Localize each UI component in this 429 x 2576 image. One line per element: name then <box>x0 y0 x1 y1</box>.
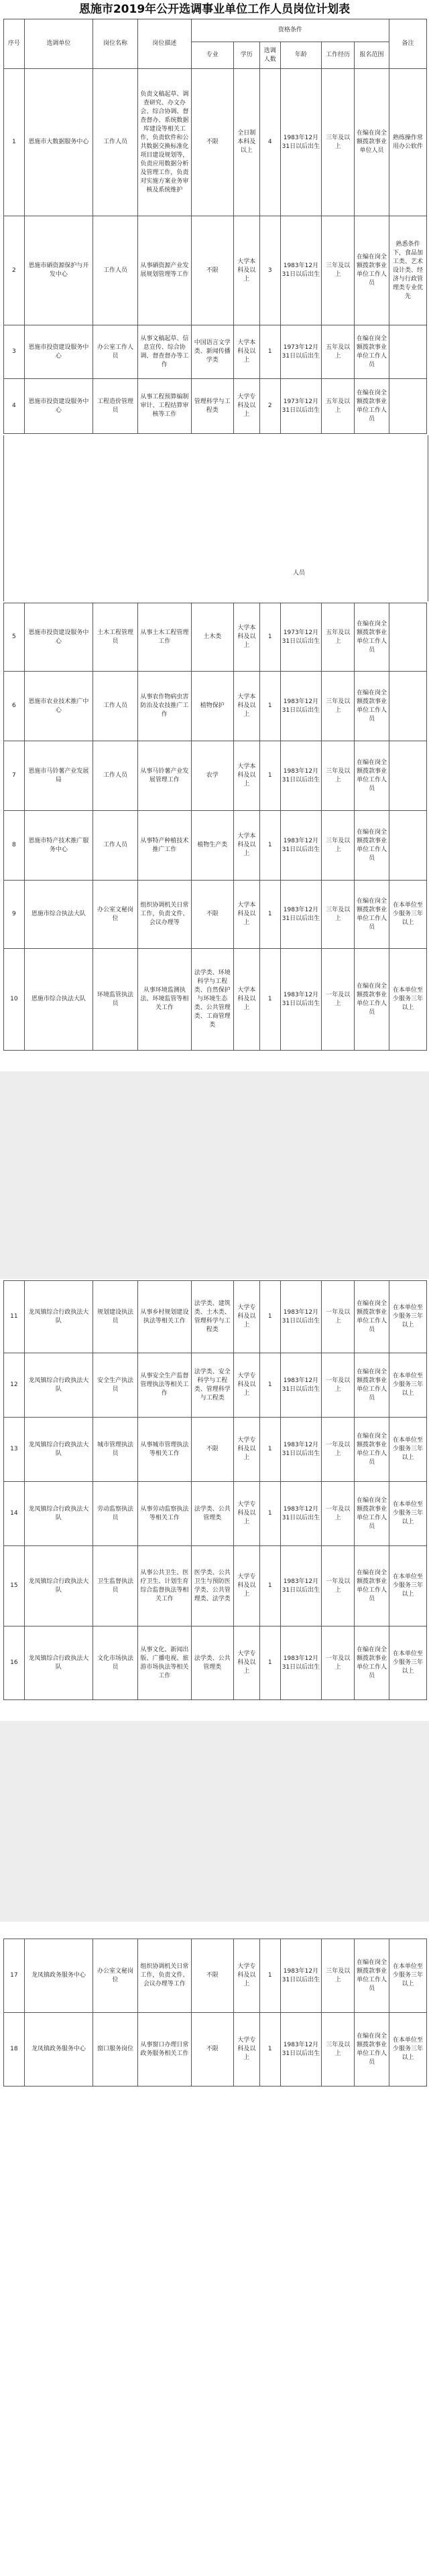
cell-unit: 龙凤镇综合行政执法大队 <box>24 1353 93 1418</box>
cell-count: 1 <box>259 881 280 949</box>
cell-seq: 8 <box>4 811 25 881</box>
cell-seq: 11 <box>4 1281 25 1353</box>
cell-education: 大学专科及以上 <box>233 1939 259 2013</box>
cell-position: 办公室文秘岗位 <box>93 881 137 949</box>
cell-remark <box>389 741 426 811</box>
cell-experience: 一年及以上 <box>322 1281 355 1353</box>
cell-count: 1 <box>259 1281 280 1353</box>
cell-position: 城市管理执法员 <box>93 1418 137 1482</box>
table-row <box>4 216 427 325</box>
cell-desc: 从事城市管理执法等相关工作 <box>138 1418 192 1482</box>
cell-position: 窗口服务岗位 <box>93 2013 137 2087</box>
cell-experience: 五年及以上 <box>322 325 355 379</box>
cell-desc: 从事公共卫生、医疗卫生、计划生育综合监督执法等相关工作 <box>138 1546 192 1626</box>
cell-scope: 在编在岗全额拨款事业单位工作人员 <box>355 379 389 434</box>
cell-seq: 12 <box>4 1353 25 1418</box>
cell-unit: 恩施市特产技术推广服务中心 <box>24 811 93 881</box>
cell-experience: 一年及以上 <box>322 1482 355 1546</box>
cell-remark: 在本单位至少服务三年以上 <box>389 1418 426 1482</box>
cell-unit: 恩施市综合执法大队 <box>24 881 93 949</box>
table-row <box>4 69 427 216</box>
cell-count: 1 <box>259 811 280 881</box>
cell-position: 办公室文秘岗位 <box>93 1939 137 2013</box>
cell-scope: 在编在岗全额拨款事业单位工作人员 <box>355 1482 389 1546</box>
cell-age: 1973年12月31日以后出生 <box>280 603 322 672</box>
cell-major: 法学类、环境科学与工程类、自然保护与环境生态类、公共管理类、工商管理类 <box>191 949 233 1051</box>
cell-count: 1 <box>259 1482 280 1546</box>
cell-age: 1983年12月31日以后出生 <box>280 881 322 949</box>
header-unit: 选调单位 <box>24 19 93 69</box>
cell-experience: 五年及以上 <box>322 379 355 434</box>
cell-major: 农学 <box>191 741 233 811</box>
cell-unit: 恩施市硒资源保护与开发中心 <box>24 216 93 325</box>
cell-unit: 龙凤镇政务服务中心 <box>24 1939 93 2013</box>
cell-desc: 从事工程预算编制审计、工程结算审核等工作 <box>138 379 192 434</box>
cell-major: 管理科学与工程类 <box>191 379 233 434</box>
cell-unit: 龙凤镇综合行政执法大队 <box>24 1546 93 1626</box>
header-conditions: 资格条件 <box>191 19 389 42</box>
cell-position: 劳动监察执法员 <box>93 1482 137 1546</box>
cell-age: 1983年12月31日以后出生 <box>280 1546 322 1626</box>
cell-age: 1983年12月31日以后出生 <box>280 811 322 881</box>
cell-position: 工作人员 <box>93 69 137 216</box>
cell-count: 1 <box>259 1939 280 2013</box>
cell-education: 全日制本科及以上 <box>233 69 259 216</box>
cell-desc: 从事硒资源产业发展规划管理等工作 <box>138 216 192 325</box>
cell-age: 1983年12月31日以后出生 <box>280 2013 322 2087</box>
page-gap-2 <box>0 1721 429 1922</box>
cell-position: 工程造价管理员 <box>93 379 137 434</box>
cell-unit: 恩施市投资建设服务中心 <box>24 603 93 672</box>
cell-major: 植物生产类 <box>191 811 233 881</box>
cell-seq: 7 <box>4 741 25 811</box>
cell-remark: 在本单位至少服务三年以上 <box>389 1482 426 1546</box>
cell-age: 1983年12月31日以后出生 <box>280 949 322 1051</box>
cell-experience: 三年及以上 <box>322 2013 355 2087</box>
cell-experience: 一年及以上 <box>322 1626 355 1700</box>
cell-age: 1983年12月31日以后出生 <box>280 1626 322 1700</box>
cell-seq: 2 <box>4 216 25 325</box>
cell-experience: 三年及以上 <box>322 216 355 325</box>
cell-desc: 从事环境监测执法、环境监管等相关工作 <box>138 949 192 1051</box>
cell-education: 大学本科及以上 <box>233 216 259 325</box>
page-gap-1 <box>0 1071 429 1279</box>
plan-table-section-1 <box>3 19 427 434</box>
cell-education: 大学专科及以上 <box>233 379 259 434</box>
table-row <box>4 603 427 672</box>
cell-age: 1983年12月31日以后出生 <box>280 741 322 811</box>
cell-age: 1983年12月31日以后出生 <box>280 216 322 325</box>
table-row <box>4 1281 427 1353</box>
header-experience: 工作经历 <box>322 42 355 69</box>
cell-education: 大学本科及以上 <box>233 949 259 1051</box>
cell-remark: 在本单位至少服务三年以上 <box>389 1939 426 2013</box>
cell-scope: 在编在岗全额拨款事业单位工作人员 <box>355 325 389 379</box>
cell-major: 不限 <box>191 881 233 949</box>
cell-scope: 在编在岗全额拨款事业单位工作人员 <box>355 1418 389 1482</box>
cell-position: 环境监管执法员 <box>93 949 137 1051</box>
cell-desc: 从事劳动监察执法等相关工作 <box>138 1482 192 1546</box>
cell-desc: 从事文稿起草、信息宣传、综合协调、督查督办等工作 <box>138 325 192 379</box>
cell-position: 工作人员 <box>93 672 137 741</box>
header-seq: 序号 <box>4 19 25 69</box>
cell-desc: 组织协调机关日常工作，负责文件、会议办理等 <box>138 881 192 949</box>
cell-desc: 从事文化、新闻出版、广播电视、旅游市场执法等相关工作 <box>138 1626 192 1700</box>
cell-desc: 从事安全生产监督管理执法等相关工作 <box>138 1353 192 1418</box>
cell-major: 医学类、公共卫生与预防医学类、公共管理类、法学类 <box>191 1546 233 1626</box>
cell-desc: 从事窗口办理日常政务服务相关工作 <box>138 2013 192 2087</box>
cell-unit: 恩施市马铃薯产业发展局 <box>24 741 93 811</box>
cell-age: 1983年12月31日以后出生 <box>280 1482 322 1546</box>
cell-seq: 14 <box>4 1482 25 1546</box>
cell-experience: 三年及以上 <box>322 69 355 216</box>
cell-scope: 在编在岗全额拨款事业单位工作人员 <box>355 1546 389 1626</box>
cell-education: 大学专科及以上 <box>233 1281 259 1353</box>
cell-unit: 恩施市农业技术推广中心 <box>24 672 93 741</box>
cell-seq: 15 <box>4 1546 25 1626</box>
cell-age: 1983年12月31日以后出生 <box>280 69 322 216</box>
cell-remark <box>389 325 426 379</box>
cell-remark <box>389 672 426 741</box>
cell-scope: 在编在岗全额拨款事业单位工作人员 <box>355 949 389 1051</box>
cell-experience: 五年及以上 <box>322 603 355 672</box>
cell-remark: 在本单位至少服务三年以上 <box>389 1353 426 1418</box>
header-education: 学历 <box>233 42 259 69</box>
cell-age: 1973年12月31日以后出生 <box>280 379 322 434</box>
cell-count: 3 <box>259 216 280 325</box>
cell-major: 法学类、建筑类、土木类、管理科学与工程类 <box>191 1281 233 1353</box>
cell-remark: 在本单位至少服务三年以上 <box>389 2013 426 2087</box>
plan-table-section-3 <box>3 1280 427 1700</box>
cell-major: 土木类 <box>191 603 233 672</box>
cell-unit: 龙凤镇综合行政执法大队 <box>24 1418 93 1482</box>
cell-count: 1 <box>259 1626 280 1700</box>
plan-table-section-2 <box>3 603 427 1051</box>
cell-scope: 在编在岗全额拨款事业单位工作人员 <box>355 1281 389 1353</box>
cell-experience: 一年及以上 <box>322 1546 355 1626</box>
cell-desc: 从事特产种植技术推广工作 <box>138 811 192 881</box>
cell-seq: 16 <box>4 1626 25 1700</box>
table-row <box>4 1353 427 1418</box>
cell-position: 规划建设执法员 <box>93 1281 137 1353</box>
cell-major: 植物保护 <box>191 672 233 741</box>
cell-seq: 1 <box>4 69 25 216</box>
cell-count: 1 <box>259 325 280 379</box>
cell-count: 1 <box>259 1418 280 1482</box>
cell-remark: 在本单位至少服务三年以上 <box>389 949 426 1051</box>
cell-age: 1983年12月31日以后出生 <box>280 672 322 741</box>
table-row <box>4 2013 427 2087</box>
cell-position: 卫生监督执法员 <box>93 1546 137 1626</box>
cell-scope: 在编在岗全额拨款事业单位工作人员 <box>355 1626 389 1700</box>
cell-remark: 在本单位至少服务三年以上 <box>389 1281 426 1353</box>
cell-seq: 4 <box>4 379 25 434</box>
cell-experience: 三年及以上 <box>322 881 355 949</box>
cell-seq: 9 <box>4 881 25 949</box>
table-row <box>4 1626 427 1700</box>
cell-major: 不限 <box>191 1939 233 2013</box>
cell-position: 土木工程管理员 <box>93 603 137 672</box>
cell-major: 不限 <box>191 2013 233 2087</box>
cell-experience: 三年及以上 <box>322 672 355 741</box>
cell-remark <box>389 379 426 434</box>
cell-education: 大学本科及以上 <box>233 325 259 379</box>
cell-experience: 三年及以上 <box>322 811 355 881</box>
cell-experience: 一年及以上 <box>322 1418 355 1482</box>
table-row <box>4 379 427 434</box>
table-row <box>4 741 427 811</box>
header-major: 专业 <box>191 42 233 69</box>
cell-position: 工作人员 <box>93 216 137 325</box>
page-title: 恩施市2019年公开选调事业单位工作人员岗位计划表 <box>78 3 351 16</box>
cell-unit: 恩施市大数据服务中心 <box>24 69 93 216</box>
table-row <box>4 1546 427 1626</box>
cell-unit: 龙凤镇综合行政执法大队 <box>24 1482 93 1546</box>
cell-count: 2 <box>259 379 280 434</box>
header-row-top <box>4 19 427 42</box>
cell-seq: 5 <box>4 603 25 672</box>
cell-unit: 恩施市投资建设服务中心 <box>24 379 93 434</box>
cell-scope: 在编在岗全额拨款事业单位工作人员 <box>355 811 389 881</box>
cell-scope: 在编在岗全额拨款事业单位人员 <box>355 69 389 216</box>
header-count: 选调人数 <box>259 42 280 69</box>
cell-age: 1983年12月31日以后出生 <box>280 1281 322 1353</box>
cell-unit: 龙凤镇综合行政执法大队 <box>24 1281 93 1353</box>
cell-remark: 在本单位至少服务三年以上 <box>389 1626 426 1700</box>
cell-remark: 在本单位至少服务三年以上 <box>389 1546 426 1626</box>
cell-desc: 负责文稿起草、调查研究、办文办会、综合协调、督查督办、系统数据库建设等相关工作，负责软件和公共数据交换标准化项目建设规划等，负责应用数据分析及管理工作，负责对实施方案业务审核及系统维护 <box>138 69 192 216</box>
cell-scope: 在编在岗全额拨款事业单位工作人员 <box>355 672 389 741</box>
table-row <box>4 949 427 1051</box>
table-row <box>4 672 427 741</box>
cell-position: 工作人员 <box>93 741 137 811</box>
cell-age: 1983年12月31日以后出生 <box>280 1939 322 2013</box>
cell-education: 大学专科及以上 <box>233 1482 259 1546</box>
cell-unit: 龙凤镇综合行政执法大队 <box>24 1626 93 1700</box>
cell-unit: 恩施市综合执法大队 <box>24 949 93 1051</box>
cell-remark: 在本单位至少服务三年以上 <box>389 881 426 949</box>
header-remark: 备注 <box>389 19 426 69</box>
cell-seq: 3 <box>4 325 25 379</box>
cell-remark: 熟悉条件下，食品加工类、艺术设计类、经济与行政管理类专业优先 <box>389 216 426 325</box>
cell-major: 法学类、公共管理类 <box>191 1482 233 1546</box>
table-row <box>4 325 427 379</box>
cell-major: 中国语言文学类、新闻传播学类 <box>191 325 233 379</box>
cell-remark: 熟练操作常用办公软件 <box>389 69 426 216</box>
cell-unit: 龙凤镇政务服务中心 <box>24 2013 93 2087</box>
header-scope: 报名范围 <box>355 42 389 69</box>
cell-experience: 三年及以上 <box>322 741 355 811</box>
plan-table-section-4 <box>3 1939 427 2087</box>
cell-scope: 在编在岗全额拨款事业单位工作人员 <box>355 216 389 325</box>
cell-scope: 在编在岗全额拨款事业单位工作人员 <box>355 1353 389 1418</box>
cell-unit: 恩施市投资建设服务中心 <box>24 325 93 379</box>
cell-experience: 一年及以上 <box>322 1353 355 1418</box>
cell-desc: 从事马铃薯产业发展管理工作 <box>138 741 192 811</box>
cell-scope: 在编在岗全额拨款事业单位工作人员 <box>355 1939 389 2013</box>
cell-count: 1 <box>259 603 280 672</box>
header-position: 岗位名称 <box>93 19 137 69</box>
cell-age: 1973年12月31日以后出生 <box>280 325 322 379</box>
header-desc: 岗位描述 <box>138 19 192 69</box>
stray-text: 人员 <box>293 570 306 577</box>
blank-area-1 <box>3 435 428 601</box>
cell-education: 大学专科及以上 <box>233 1546 259 1626</box>
cell-scope: 在编在岗全额拨款事业单位工作人员 <box>355 881 389 949</box>
cell-remark <box>389 603 426 672</box>
cell-education: 大学本科及以上 <box>233 672 259 741</box>
cell-count: 1 <box>259 1353 280 1418</box>
cell-scope: 在编在岗全额拨款事业单位工作人员 <box>355 2013 389 2087</box>
cell-seq: 10 <box>4 949 25 1051</box>
cell-seq: 18 <box>4 2013 25 2087</box>
cell-count: 1 <box>259 741 280 811</box>
cell-age: 1983年12月31日以后出生 <box>280 1353 322 1418</box>
cell-scope: 在编在岗全额拨款事业单位工作人员 <box>355 741 389 811</box>
cell-education: 大学本科及以上 <box>233 603 259 672</box>
cell-education: 大学本科及以上 <box>233 741 259 811</box>
cell-count: 4 <box>259 69 280 216</box>
cell-major: 法学类、公共管理类 <box>191 1626 233 1700</box>
cell-count: 1 <box>259 1546 280 1626</box>
cell-desc: 从事农作物病虫害防治及农技推广工作 <box>138 672 192 741</box>
cell-major: 不限 <box>191 69 233 216</box>
cell-position: 文化市场执法员 <box>93 1626 137 1700</box>
cell-desc: 从事土木工程管理工作 <box>138 603 192 672</box>
cell-education: 大学专科及以上 <box>233 1418 259 1482</box>
cell-position: 安全生产执法员 <box>93 1353 137 1418</box>
cell-remark <box>389 811 426 881</box>
cell-major: 不限 <box>191 216 233 325</box>
cell-position: 办公室工作人员 <box>93 325 137 379</box>
table-row <box>4 1939 427 2013</box>
header-age: 年龄 <box>280 42 322 69</box>
cell-experience: 三年及以上 <box>322 1939 355 2013</box>
cell-scope: 在编在岗全额拨款事业单位工作人员 <box>355 603 389 672</box>
cell-desc: 组织协调机关日常工作，负责文件、会议办理等工作 <box>138 1939 192 2013</box>
table-row <box>4 881 427 949</box>
cell-count: 1 <box>259 2013 280 2087</box>
cell-position: 工作人员 <box>93 811 137 881</box>
cell-major: 不限 <box>191 1418 233 1482</box>
cell-count: 1 <box>259 672 280 741</box>
cell-education: 大学本科及以上 <box>233 881 259 949</box>
cell-seq: 17 <box>4 1939 25 2013</box>
table-row <box>4 1418 427 1482</box>
cell-count: 1 <box>259 949 280 1051</box>
cell-education: 大学本科及以上 <box>233 811 259 881</box>
cell-seq: 6 <box>4 672 25 741</box>
cell-desc: 从事乡村规划建设执法等相关工作 <box>138 1281 192 1353</box>
cell-experience: 一年及以上 <box>322 949 355 1051</box>
cell-seq: 13 <box>4 1418 25 1482</box>
table-row <box>4 1482 427 1546</box>
cell-age: 1983年12月31日以后出生 <box>280 1418 322 1482</box>
cell-major: 法学类、安全科学与工程类、管理科学与工程类 <box>191 1353 233 1418</box>
table-row <box>4 811 427 881</box>
cell-education: 大学专科及以上 <box>233 1626 259 1700</box>
cell-education: 大学专科及以上 <box>233 2013 259 2087</box>
cell-education: 大学专科及以上 <box>233 1353 259 1418</box>
